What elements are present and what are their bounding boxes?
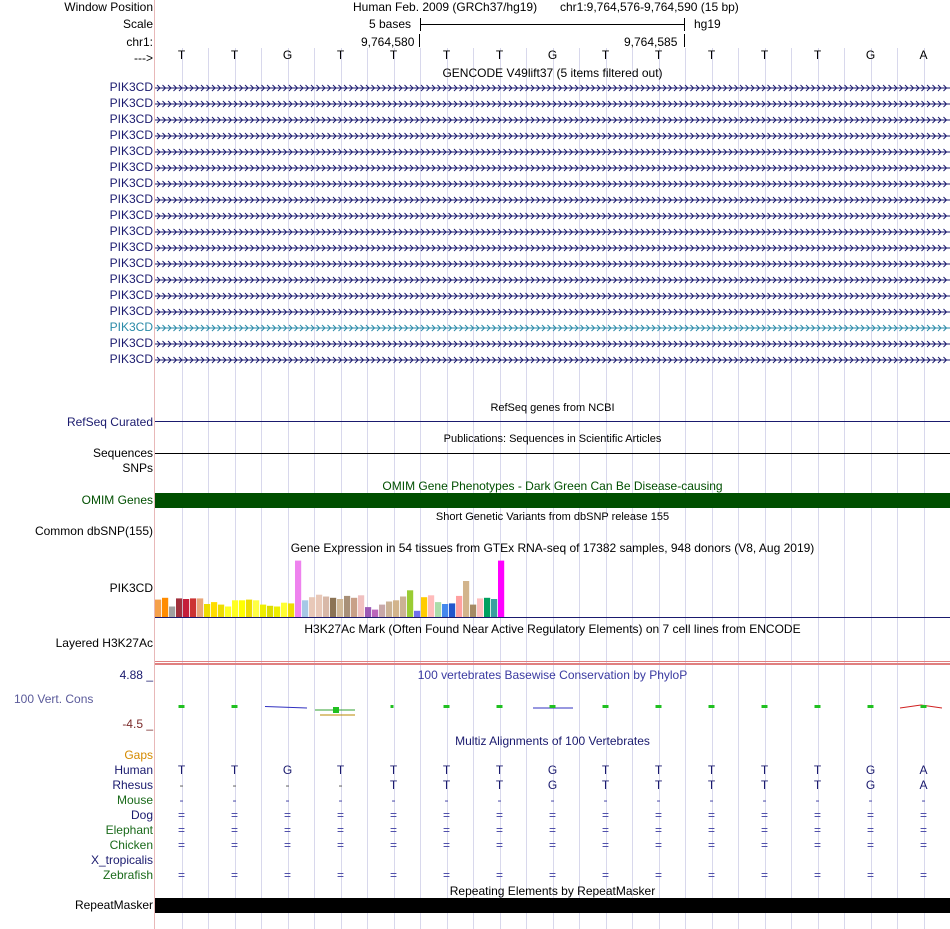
gtex-tissue-bar[interactable] [358,595,364,617]
gtex-tissue-bar[interactable] [190,598,196,617]
multiz-alignment-char: = [230,823,238,837]
multiz-alignment-char: T [654,763,663,777]
multiz-alignment-char: = [230,808,238,822]
gencode-transcript-label[interactable]: PIK3CD [109,352,153,366]
phylop-score-bar [603,705,609,708]
gencode-transcript[interactable] [155,213,950,219]
multiz-alignment-char: - [285,778,290,792]
gencode-transcript[interactable] [155,261,950,267]
multiz-alignment-char: - [550,793,555,807]
gtex-tissue-bar[interactable] [232,600,238,617]
coord-left-text: 9,764,580 [361,35,415,49]
gencode-transcript[interactable] [155,149,950,155]
gtex-tissue-bar[interactable] [463,581,469,617]
phylop-score-bar [497,705,503,708]
gencode-transcript[interactable] [155,133,950,139]
base-letter: G [282,48,293,62]
multiz-alignment-char: T [495,763,504,777]
multiz-alignment-char: = [389,823,397,837]
gtex-tissue-bar[interactable] [253,600,259,617]
multiz-alignment-char: T [813,778,822,792]
multiz-alignment-char: = [495,868,503,882]
multiz-species-label: Chicken [109,838,153,852]
multiz-alignment-char: = [495,838,503,852]
multiz-alignment-char: G [282,763,293,777]
multiz-alignment-char: T [707,763,716,777]
multiz-alignment-char: T [760,778,769,792]
gtex-tissue-bar[interactable] [267,606,273,617]
gtex-tissue-bar[interactable] [421,597,427,617]
gtex-tissue-bar[interactable] [239,600,245,617]
multiz-alignment-char: - [815,793,820,807]
gencode-transcript[interactable] [155,245,950,251]
gencode-transcript[interactable] [155,117,950,123]
multiz-alignment-char: - [338,778,343,792]
multiz-alignment-char: G [547,778,558,792]
tracks-area[interactable] [155,0,950,929]
gtex-tissue-bar[interactable] [330,598,336,617]
multiz-alignment-char: T [442,763,451,777]
multiz-alignment-char: = [336,808,344,822]
multiz-alignment-char: = [177,823,185,837]
multiz-alignment-char: = [919,808,927,822]
multiz-alignment-char: = [866,823,874,837]
multiz-alignment-char: G [865,763,876,777]
gtex-tissue-bar[interactable] [393,600,399,617]
multiz-alignment-char: T [230,763,239,777]
base-letter: T [654,48,663,62]
base-letter: T [336,48,345,62]
multiz-alignment-char: = [548,838,556,852]
multiz-alignment-char: A [919,763,928,777]
base-letter: T [601,48,610,62]
multiz-alignment-char: - [285,793,290,807]
phylop-score-bar [868,705,874,708]
gencode-transcript[interactable] [155,197,950,203]
track-label-publications[interactable]: Sequences [92,446,153,460]
gtex-tissue-bar[interactable] [470,605,476,617]
track-label-refseq[interactable]: RefSeq Curated [66,415,153,429]
multiz-species-label: Mouse [116,793,153,807]
coord-left-tick [419,34,420,47]
multiz-alignment-char: = [389,838,397,852]
gtex-tissue-bar[interactable] [176,598,182,617]
gencode-track[interactable] [155,80,950,400]
multiz-alignment-char: - [762,793,767,807]
multiz-species-label: Elephant [105,823,153,837]
gencode-track-title: GENCODE V49lift37 (5 items filtered out) [442,66,663,80]
multiz-alignment-char: = [442,808,450,822]
gtex-tissue-bar[interactable] [456,596,462,617]
gencode-transcript[interactable] [155,293,950,299]
gencode-transcript[interactable] [155,277,950,283]
phylop-blue-segment [265,707,307,709]
multiz-alignment-char: = [654,808,662,822]
track-label-phylop[interactable]: 100 Vert. Cons [14,692,94,706]
multiz-alignment-char: - [179,778,184,792]
multiz-alignment-char: = [230,868,238,882]
multiz-alignment-char: - [709,793,714,807]
multiz-alignment-char: = [230,838,238,852]
scale-db-text: hg19 [694,17,721,31]
scale-label: Scale [122,17,153,31]
repeatmasker-track-bar[interactable] [155,898,950,913]
multiz-alignment-char: = [866,838,874,852]
multiz-alignment-char: = [389,808,397,822]
phylop-score-bar [444,705,450,708]
multiz-alignment-char: = [654,838,662,852]
multiz-alignment-char: = [919,868,927,882]
multiz-species-label: Human [114,763,153,777]
gtex-tissue-bar[interactable] [372,610,378,617]
phylop-green-mark [333,707,339,713]
gtex-tissue-bar[interactable] [477,598,483,617]
multiz-alignment-char: A [919,778,928,792]
multiz-alignment-char: = [548,868,556,882]
multiz-alignment-char: = [601,808,609,822]
gtex-tissue-bar[interactable] [435,602,441,617]
gencode-transcript[interactable] [155,229,950,235]
scale-text: 5 bases [369,17,412,31]
base-letter: A [919,48,928,62]
multiz-alignment-char: - [391,793,396,807]
gtex-tissue-bar[interactable] [162,598,168,617]
publications-track-title: Publications: Sequences in Scientific Articles [443,433,662,445]
gencode-transcript-label[interactable]: PIK3CD [109,304,153,318]
track-label-repeatmasker[interactable]: RepeatMasker [74,898,153,912]
multiz-alignment-char: = [654,823,662,837]
multiz-alignment-char: = [283,838,291,852]
phylop-max-label: 4.88 _ [119,668,153,682]
gtex-tissue-bar[interactable] [302,600,308,617]
multiz-alignment-char: = [707,868,715,882]
multiz-alignment-char: = [919,823,927,837]
gencode-transcript-label[interactable]: PIK3CD [109,224,153,238]
multiz-alignment-char: G [547,763,558,777]
gtex-tissue-bar[interactable] [400,597,406,618]
multiz-track-title: Multiz Alignments of 100 Vertebrates [455,734,650,748]
multiz-alignment-char: = [283,808,291,822]
gtex-tissue-bar[interactable] [288,603,294,617]
multiz-alignment-char: = [336,823,344,837]
gencode-transcript[interactable] [155,341,950,347]
phylop-track-title: 100 vertebrates Basewise Conservation by PhyloP [417,668,688,682]
track-label-snps[interactable]: SNPs [122,461,153,475]
multiz-alignment-char: = [442,868,450,882]
gaps-label: Gaps [124,748,153,762]
phylop-score-bar [656,705,662,708]
gtex-tissue-bar[interactable] [295,561,301,617]
multiz-alignment-char: = [177,868,185,882]
multiz-alignment-char: = [919,838,927,852]
base-letter: T [760,48,769,62]
gencode-transcript-label[interactable]: PIK3CD [109,288,153,302]
multiz-alignment-char: = [707,838,715,852]
multiz-alignment-char: = [866,868,874,882]
multiz-alignment-char: = [601,823,609,837]
gtex-tissue-bar[interactable] [246,600,252,617]
multiz-alignment-char: T [654,778,663,792]
multiz-alignment-char: = [654,868,662,882]
gencode-transcript-label[interactable]: PIK3CD [109,320,153,334]
h3k27ac-track-title: H3K27Ac Mark (Often Found Near Active Regulatory Elements) on 7 cell lines from ENCODE [304,622,801,636]
gtex-tissue-bar[interactable] [442,604,448,617]
multiz-alignment-char: - [868,793,873,807]
gencode-transcript-label[interactable]: PIK3CD [109,96,153,110]
dbsnp-track-title: Short Genetic Variants from dbSNP release 155 [435,511,670,523]
track-label-h3k27ac[interactable]: Layered H3K27Ac [55,636,153,650]
track-label-omim[interactable]: OMIM Genes [81,493,153,507]
track-label-dbsnp[interactable]: Common dbSNP(155) [34,524,153,538]
multiz-species-label: Zebrafish [102,868,153,882]
gencode-transcript-label[interactable]: PIK3CD [109,192,153,206]
multiz-alignment-char: T [389,778,398,792]
multiz-alignment-char: = [177,838,185,852]
base-letter: T [495,48,504,62]
gtex-tissue-bar[interactable] [379,605,385,617]
gencode-transcript[interactable] [155,165,950,171]
gencode-transcript-label[interactable]: PIK3CD [109,128,153,142]
strand-label: ---> [134,51,153,65]
gtex-tissue-bar[interactable] [281,603,287,617]
multiz-alignment-char: - [603,793,608,807]
multiz-alignment-char: = [548,808,556,822]
multiz-alignment-char: T [813,763,822,777]
multiz-alignment-char: = [601,868,609,882]
multiz-species-label: X_tropicalis [90,853,153,867]
gtex-tissue-bar[interactable] [344,596,350,617]
gtex-tissue-bar[interactable] [204,604,210,617]
multiz-alignment-char: T [177,763,186,777]
gtex-tissue-bar[interactable] [498,561,504,617]
h3k27ac-line-top[interactable] [155,661,950,662]
base-letter: T [177,48,186,62]
gtex-tissue-bar[interactable] [337,599,343,617]
multiz-alignment-char: - [338,793,343,807]
multiz-alignment-char: = [707,808,715,822]
gtex-tissue-bar[interactable] [351,598,357,617]
multiz-alignment-char: = [866,808,874,822]
multiz-alignment-char: G [865,778,876,792]
assembly-text: Human Feb. 2009 (GRCh37/hg19) [353,0,538,14]
multiz-alignment-char: = [495,823,503,837]
phylop-score-bar [762,705,768,708]
gtex-tissue-bar[interactable] [197,598,203,617]
chrom-label: chr1: [126,35,153,49]
multiz-alignment-char: = [813,868,821,882]
gtex-tissue-bar[interactable] [428,595,434,617]
gtex-tissue-bar[interactable] [316,595,322,617]
gtex-tissue-bar[interactable] [386,602,392,618]
multiz-alignment-char: = [760,868,768,882]
gencode-transcript[interactable] [155,325,950,331]
omim-track-bar[interactable] [155,493,950,508]
phylop-score-bar [232,705,238,708]
multiz-alignment-char: = [283,868,291,882]
gtex-tissue-bar[interactable] [169,607,175,618]
base-letter: T [389,48,398,62]
base-letter: T [230,48,239,62]
multiz-alignment-char: T [389,763,398,777]
multiz-alignment-char: = [813,808,821,822]
multiz-alignment-char: - [497,793,502,807]
multiz-alignment-char: T [495,778,504,792]
refseq-track-title: RefSeq genes from NCBI [490,402,615,414]
position-text: chr1:9,764,576-9,764,590 (15 bp) [560,0,739,14]
publications-track-line[interactable] [155,453,950,454]
multiz-alignment-char: T [760,763,769,777]
gtex-tissue-bar[interactable] [260,605,266,617]
multiz-alignment-char: = [760,823,768,837]
gtex-tissue-bar[interactable] [365,607,371,617]
phylop-min-label: -4.5 _ [122,717,153,731]
gtex-tissue-bar[interactable] [309,597,315,617]
multiz-alignment-char: = [548,823,556,837]
multiz-alignment-char: T [442,778,451,792]
base-letter: T [813,48,822,62]
phylop-score-bar [815,705,821,708]
multiz-alignment-char: - [921,793,926,807]
base-letter: G [865,48,876,62]
multiz-alignment-char: T [336,763,345,777]
gencode-transcript-label[interactable]: PIK3CD [109,256,153,270]
coord-right-tick [684,34,685,47]
gtex-tissue-bar[interactable] [218,605,224,617]
gencode-transcript-label[interactable]: PIK3CD [109,160,153,174]
gencode-transcript[interactable] [155,181,950,187]
omim-track-title: OMIM Gene Phenotypes - Dark Green Can Be Disease-causing [382,479,723,493]
gencode-transcript-label[interactable]: PIK3CD [109,208,153,222]
multiz-alignment-char: = [813,823,821,837]
gtex-tissue-bar[interactable] [407,590,413,617]
phylop-score-bar [921,705,927,708]
gencode-transcript-label[interactable]: PIK3CD [109,176,153,190]
track-label-gtex[interactable]: PIK3CD [109,581,153,595]
base-letter: T [707,48,716,62]
gtex-tissue-bar[interactable] [449,603,455,617]
base-letter: G [547,48,558,62]
multiz-alignment-char: = [177,808,185,822]
multiz-alignment-char: T [601,763,610,777]
base-letter: T [442,48,451,62]
repeatmasker-track-title: Repeating Elements by RepeatMasker [449,884,656,898]
gencode-transcript[interactable] [155,101,950,107]
multiz-alignment-char: = [707,823,715,837]
gtex-tissue-bar[interactable] [225,607,231,618]
gtex-tissue-bar[interactable] [155,600,161,617]
gencode-transcript-label[interactable]: PIK3CD [109,112,153,126]
multiz-alignment-char: = [813,838,821,852]
phylop-score-bar [550,705,556,708]
multiz-alignment-char: - [232,793,237,807]
phylop-score-bar [709,705,715,708]
multiz-alignment-char: - [444,793,449,807]
multiz-species-label: Dog [130,808,153,822]
gencode-transcript-label[interactable]: PIK3CD [109,336,153,350]
gencode-transcript-label[interactable]: PIK3CD [109,80,153,94]
refseq-track-line[interactable] [155,421,950,422]
gtex-tissue-bar[interactable] [211,602,217,617]
gencode-transcript[interactable] [155,85,950,91]
multiz-alignment-char: = [442,823,450,837]
multiz-alignment-char: T [707,778,716,792]
gtex-tissue-bar[interactable] [484,598,490,617]
multiz-alignment-char: = [442,838,450,852]
multiz-alignment-char: = [336,838,344,852]
gencode-transcript[interactable] [155,357,950,363]
multiz-alignment-char: - [232,778,237,792]
scale-bar [420,24,685,25]
multiz-alignment-char: = [389,868,397,882]
multiz-alignment-char: = [601,838,609,852]
phylop-score-bar [391,705,394,708]
coord-right-text: 9,764,585 [624,35,678,49]
gtex-tissue-bar[interactable] [414,611,420,617]
window-position-label: Window Position [64,0,153,14]
gtex-tissue-bar[interactable] [274,607,280,618]
multiz-alignment-char: = [760,838,768,852]
multiz-alignment-char: T [601,778,610,792]
gtex-bar-chart[interactable] [155,555,950,619]
phylop-score-bar [179,705,185,708]
multiz-alignment-char: = [283,823,291,837]
gtex-track-title: Gene Expression in 54 tissues from GTEx RNA-seq of 17382 samples, 948 donors (V8, Aug 2019) [290,541,815,555]
multiz-alignment-char: - [179,793,184,807]
track-labels-column [0,0,153,929]
gencode-transcript-label[interactable]: PIK3CD [109,272,153,286]
gtex-tissue-bar[interactable] [183,599,189,617]
multiz-alignment-char: = [336,868,344,882]
phylop-track[interactable] [155,690,950,730]
multiz-alignment-char: = [760,808,768,822]
multiz-species-label: Rhesus [112,778,153,792]
multiz-alignment-char: - [656,793,661,807]
gencode-transcript[interactable] [155,309,950,315]
gtex-tissue-bar[interactable] [491,599,497,617]
gencode-transcript-label[interactable]: PIK3CD [109,240,153,254]
h3k27ac-line-bottom[interactable] [155,663,950,665]
gencode-transcript-label[interactable]: PIK3CD [109,144,153,158]
gtex-tissue-bar[interactable] [323,597,329,618]
multiz-alignment-char: = [495,808,503,822]
